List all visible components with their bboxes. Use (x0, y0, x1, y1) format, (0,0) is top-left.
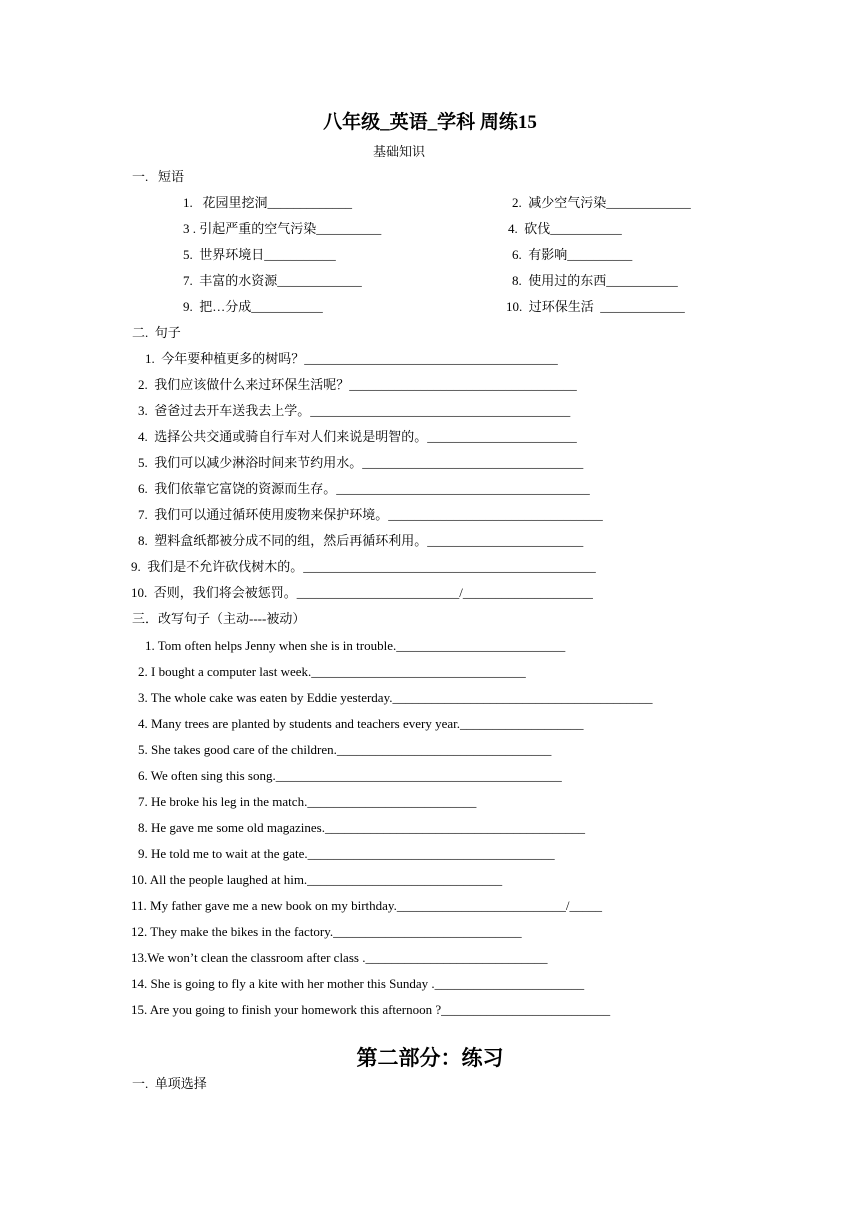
page-subtitle: 基础知识 (373, 144, 426, 159)
rewrite-item: 3. The whole cake was eaten by Eddie yesterday.________________________________________ (138, 690, 653, 705)
rewrite-item: 2. I bought a computer last week._________________________________ (138, 664, 526, 679)
rewrite-item: 15. Are you going to finish your homework this afternoon ?__________________________ (131, 1002, 611, 1017)
sentence-item: 9. 我们是不允许砍伐树木的。_____________________________________________ (131, 559, 596, 574)
phrase-item: 9. 把…分成___________ (183, 299, 323, 314)
sentence-item: 6. 我们依靠它富饶的资源而生存。_______________________________________ (138, 481, 590, 496)
rewrite-item: 9. He told me to wait at the gate.______________________________________ (138, 846, 555, 861)
sentence-item: 5. 我们可以减少淋浴时间来节约用水。__________________________________ (138, 455, 584, 470)
rewrite-item: 6. We often sing this song.____________________________________________ (138, 768, 562, 783)
page-title: 八年级_英语_学科 周练15 (323, 112, 537, 133)
sentence-item: 2. 我们应该做什么来过环保生活呢？___________________________________ (138, 377, 577, 392)
phrase-item: 3 . 引起严重的空气污染__________ (183, 221, 382, 236)
rewrite-item: 7. He broke his leg in the match.__________________________ (138, 794, 477, 809)
rewrite-item: 11. My father gave me a new book on my birthday.__________________________/_____ (131, 898, 602, 913)
section3-heading: 三．改写句子（主动----被动） (132, 611, 306, 626)
sentence-item: 10. 否则，我们将会被惩罚。_________________________/____________________ (131, 585, 593, 600)
phrase-item: 6. 有影响__________ (512, 247, 633, 262)
sentence-item: 7. 我们可以通过循环使用废物来保护环境。_________________________________ (138, 507, 603, 522)
phrase-item: 2. 减少空气污染_____________ (512, 195, 691, 210)
part2-heading: 第二部分：练习 (356, 1046, 504, 1070)
rewrite-item: 13.We won’t clean the classroom after class .____________________________ (131, 950, 548, 965)
phrase-item: 7. 丰富的水资源_____________ (183, 273, 362, 288)
rewrite-item: 1. Tom often helps Jenny when she is in trouble.__________________________ (145, 638, 566, 653)
phrase-item: 1. 花园里挖洞_____________ (183, 195, 353, 210)
rewrite-item: 8. He gave me some old magazines.________________________________________ (138, 820, 585, 835)
rewrite-item: 4. Many trees are planted by students and teachers every year.___________________ (138, 716, 584, 731)
rewrite-item: 5. She takes good care of the children._________________________________ (138, 742, 552, 757)
part2-subheading: 一. 单项选择 (132, 1076, 207, 1091)
rewrite-item: 14. She is going to fly a kite with her mother this Sunday ._______________________ (131, 976, 585, 991)
section1-heading: 一. 短语 (132, 169, 185, 184)
sentence-item: 1. 今年要种植更多的树吗？_______________________________________ (145, 351, 558, 366)
sentence-item: 4. 选择公共交通或骑自行车对人们来说是明智的。_______________________ (138, 429, 577, 444)
rewrite-item: 10. All the people laughed at him.______________________________ (131, 872, 503, 887)
phrase-item: 10. 过环保生活 _____________ (506, 299, 685, 314)
rewrite-item: 12. They make the bikes in the factory._____________________________ (131, 924, 522, 939)
sentence-item: 8. 塑料盒纸都被分成不同的组，然后再循环利用。________________________ (138, 533, 584, 548)
section2-heading: 二. 句子 (132, 325, 181, 340)
phrase-item: 5. 世界环境日___________ (183, 247, 336, 262)
phrase-item: 4. 砍伐___________ (508, 221, 622, 236)
phrase-item: 8. 使用过的东西___________ (512, 273, 678, 288)
sentence-item: 3. 爸爸过去开车送我去上学。________________________________________ (138, 403, 571, 418)
